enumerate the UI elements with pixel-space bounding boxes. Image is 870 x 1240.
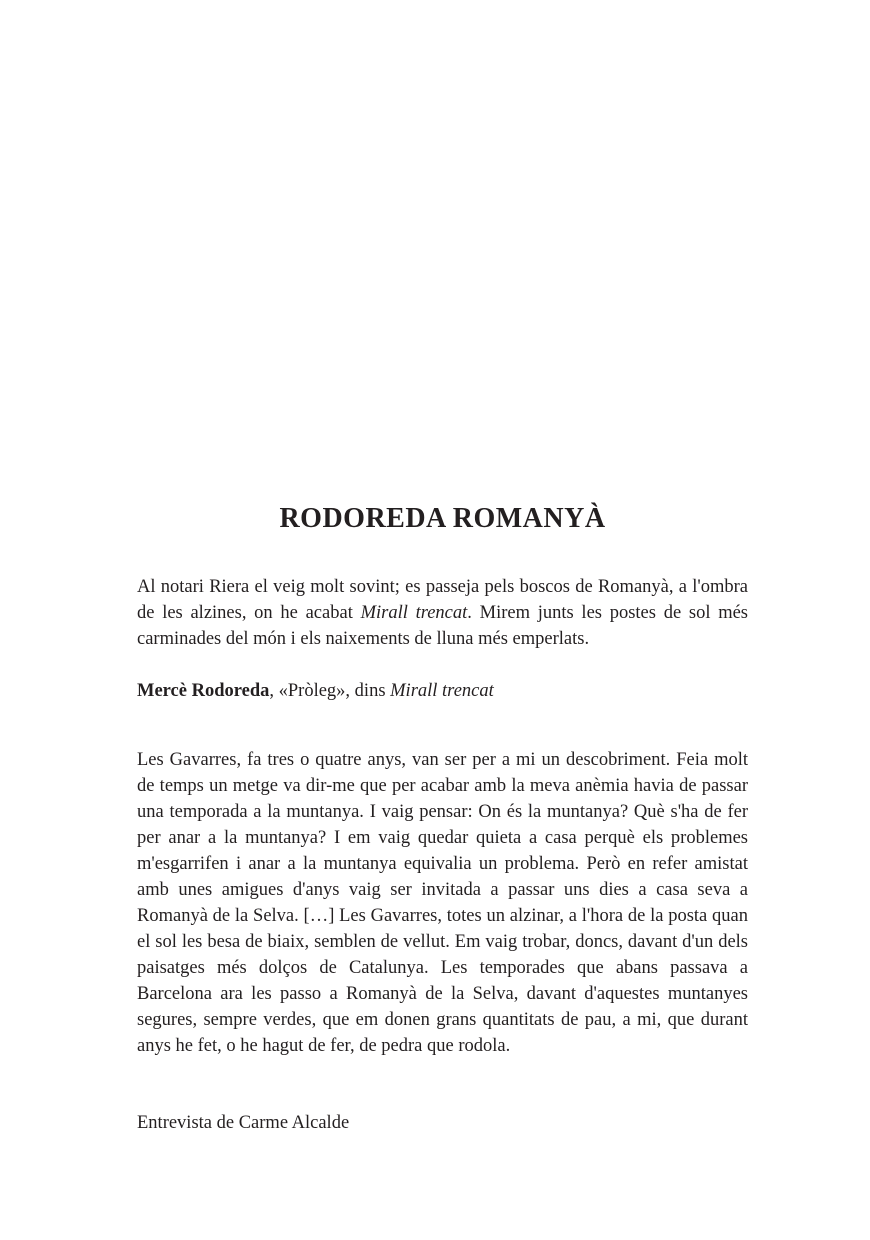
epigraph-text-before: Al notari Riera el veig molt sovint; es passeja pels boscos de Romanyà, a l'ombra de les alzines, on he acabat bbox=[137, 576, 748, 623]
epigraph-work-title: Mirall trencat bbox=[360, 602, 468, 623]
epigraph-text-after: . Mirem junts les postes de sol més carminades del món i els naixements de lluna més emperlats. bbox=[137, 602, 748, 649]
epigraph-paragraph bbox=[137, 574, 748, 652]
interview-paragraph: Les Gavarres, fa tres o quatre anys, van ser per a mi un descobriment. Feia molt de temps un metge va dir-me que per acabar amb la meva anèmia havia de passar una temporada a la muntanya. I vaig pensar: On és la muntanya? Què s'ha de fer per anar a la muntanya? I em vaig quedar quieta a casa perquè els problemes m'esgarrifen i anar a la muntanya equivalia un problema. Però en refer amistat amb unes amigues d'anys vaig ser invitada a passar uns dies a casa seva a Romanyà de la Selva. […] Les Gavarres, totes un alzinar, a l'hora de la posta quan el sol les besa de biaix, semblen de vellut. Em vaig trobar, doncs, davant d'un dels paisatges més dolços de Catalunya. Les temporades que abans passava a Barcelona ara les passo a Romanyà de la Selva, davant d'aquestes muntanyes segures, sempre verdes, que em donen grans quantitats de pau, a mi, que durant anys he fet, o he hagut de fer, de pedra que rodola. bbox=[137, 749, 748, 1056]
attribution-separator: , «Pròleg», dins bbox=[269, 680, 391, 701]
attribution-line bbox=[137, 678, 748, 704]
interview-byline: Entrevista de Carme Alcalde bbox=[137, 1112, 350, 1133]
attribution-work-title: Mirall trencat bbox=[390, 680, 494, 701]
chapter-title: RODOREDA ROMANYÀ bbox=[279, 502, 606, 534]
author-name: Mercè Rodoreda bbox=[137, 680, 270, 701]
